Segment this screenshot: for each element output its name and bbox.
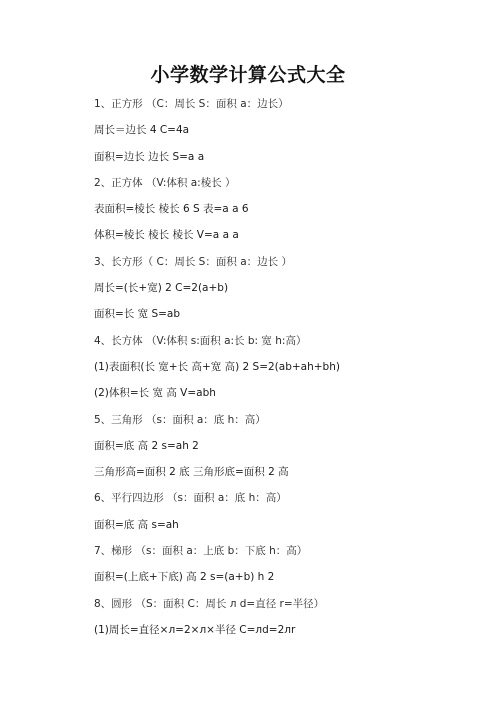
section-heading-parallelogram: 6、平行四边形 （s：面积 a：底 h：高） [94, 492, 287, 505]
section-heading-triangle: 5、三角形 （s：面积 a：底 h：高） [94, 413, 266, 426]
section-heading-cube: 2、正方体 （V:体积 a:棱长 ） [94, 176, 236, 189]
formula-line: 周长=(长+宽) 2 C=2(a+b) [94, 282, 229, 295]
formula-line: 表面积=棱长 棱长 6 S 表=a a 6 [94, 203, 249, 216]
formula-line: 面积=(上底+下底) 高 2 s=(a+b) h 2 [94, 571, 275, 584]
formula-list [94, 97, 484, 649]
section-heading-rectangle: 3、长方形（ C：周长 S：面积 a：边长 ） [94, 255, 292, 268]
formula-line: 周长＝边长 4 C=4a [94, 124, 190, 137]
formula-line: (1)表面积(长 宽+长 高+宽 高) 2 S=2(ab+ah+bh) [94, 360, 340, 373]
section-heading-cuboid: 4、长方体 （V:体积 s:面积 a:长 b: 宽 h:高） [94, 334, 307, 347]
formula-line: 面积=长 宽 S=ab [94, 308, 181, 321]
formula-line: 面积=边长 边长 S=a a [94, 150, 205, 163]
section-heading-square: 1、正方形 （C：周长 S：面积 a：边长） [94, 98, 289, 110]
formula-line: (2)体积=长 宽 高 V=abh [94, 387, 216, 400]
formula-line: 面积=底 高 s=ah [94, 518, 179, 531]
page-title: 小学数学计算公式大全 [150, 64, 346, 86]
section-heading-circle: 8、圆形 （S：面积 C：周长 л d=直径 r=半径） [94, 597, 325, 610]
formula-line: 三角形高=面积 2 底 三角形底=面积 2 高 [94, 466, 289, 479]
section-heading-trapezoid: 7、梯形 （s：面积 a：上底 b：下底 h：高） [94, 545, 308, 558]
formula-line: (1)周长=直径×л=2×л×半径 C=лd=2лr [94, 623, 296, 636]
formula-line: 面积=底 高 2 s=ah 2 [94, 439, 199, 452]
formula-line: 体积=棱长 棱长 棱长 V=a a a [94, 229, 239, 242]
